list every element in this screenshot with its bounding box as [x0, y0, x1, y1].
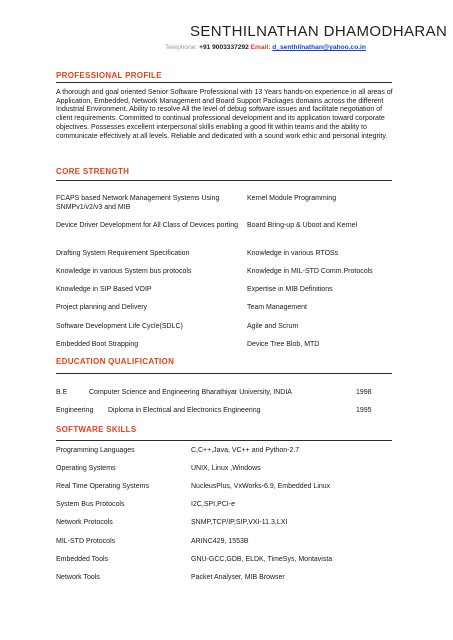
telephone-label: Telephone:: [165, 44, 198, 51]
core-right-item: Team Management: [247, 304, 307, 311]
section-divider: [56, 373, 392, 374]
core-left-item: Software Development Life Cycle(SDLC): [56, 323, 183, 330]
skill-label: Network Tools: [56, 574, 100, 581]
section-divider: [56, 440, 392, 441]
core-right-item: Board Bring-up & Uboot and Kernel: [247, 222, 358, 229]
skill-label: Embedded Tools: [56, 556, 109, 563]
skill-label: Programming Languages: [56, 447, 135, 454]
skill-label: Network Protocols: [56, 519, 113, 526]
education-year: 1995: [356, 407, 372, 414]
email-label: Email:: [250, 44, 271, 51]
core-right-item: Agile and Scrum: [247, 323, 299, 330]
skill-value: SNMP,TCP/IP,SIP,VXI-11.3,LXI: [191, 519, 288, 526]
core-left-item: Drafting System Requirement Specification: [56, 250, 190, 257]
core-right-item: Knowledge in various RTOSs: [247, 250, 339, 257]
core-right-item: Knowledge in MIL-STD Comm.Protocols: [247, 268, 373, 275]
skill-value: C,C++,Java, VC++ and Python-2.7: [191, 447, 300, 454]
core-left-item: Device Driver Development for All Class of Devices porting: [56, 222, 239, 229]
skill-value: GNU-GCC,GDB, ELDK, TimeSys, Montavista: [191, 556, 333, 563]
telephone-value: +91 9003337292: [199, 44, 249, 51]
skill-label: Operating Systems: [56, 465, 116, 472]
skill-value: ARINC429, 1553B: [191, 538, 249, 545]
skill-value: Packet Analyser, MIB Browser: [191, 574, 285, 581]
education-degree: B.E: [56, 389, 68, 396]
core-left-item: Knowledge in SIP Based VOIP: [56, 286, 152, 293]
profile-text: A thorough and goal oriented Senior Software Professional with 13 Years hands-on experience in all areas of Application, Embedded, Network Management and Board Support Packages domains across the different Industrial Environment. Ability to resolve All the level of debug software issues and facilitate negotiation of client requirements. Committed to continual professional development and its application toward corporate objectives. Possesses excellent interpersonal skills enabling a good fit within teams and the ability to communicate effectively at all levels. Reliable and dedicated with a sound work ethic and personal integrity.: [56, 89, 393, 140]
education-degree: Engineering: [56, 407, 94, 414]
skill-label: Real Time Operating Systems: [56, 483, 149, 490]
section-title-skills: SOFTWARE SKILLS: [56, 425, 137, 434]
core-left-item: Embedded Boot Strapping: [56, 341, 139, 348]
section-title-core: CORE STRENGTH: [56, 167, 130, 176]
core-left-item: Knowledge in various System bus protocols: [56, 268, 192, 275]
section-divider: [56, 82, 392, 83]
section-divider: [56, 180, 392, 181]
education-detail: Computer Science and Engineering Bharathiyar University, INDIA: [89, 389, 292, 396]
education-year: 1998: [356, 389, 372, 396]
core-right-item: Device Tree Blob, MTD: [247, 341, 320, 348]
email-link[interactable]: d_senthilnathan@yahoo.co.in: [272, 44, 366, 51]
core-left-item: Project planning and Delivery: [56, 304, 148, 311]
section-title-profile: PROFESSIONAL PROFILE: [56, 71, 162, 80]
skill-label: System Bus Protocols: [56, 501, 125, 508]
skill-label: MIL-STD Protocols: [56, 538, 116, 545]
contact-line: [165, 44, 366, 51]
skill-value: UNIX, Linux ,Windows: [191, 465, 261, 472]
core-right-item: Kernel Module Programming: [247, 195, 337, 202]
education-detail: Diploma in Electrical and Electronics Engineering: [108, 407, 261, 414]
skill-value: I2C,SPI,PCI-e: [191, 501, 235, 508]
core-right-item: Expertise in MIB Definitions: [247, 286, 333, 293]
skill-value: NucleusPlus, VxWorks-6.9, Embedded Linux: [191, 483, 331, 490]
section-title-education: EDUCATION QUALIFICATION: [56, 357, 175, 366]
core-left-item: FCAPS based Network Management Systems Using SNMPv1/v2/v3 and MIB: [56, 195, 220, 211]
candidate-name: SENTHILNATHAN DHAMODHARAN: [190, 23, 448, 40]
